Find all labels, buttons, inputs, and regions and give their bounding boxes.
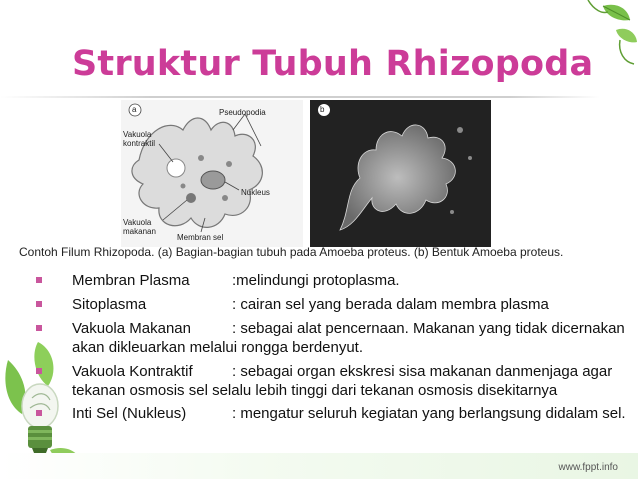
amoeba-diagram xyxy=(121,100,303,247)
amoeba-photo xyxy=(310,100,491,247)
panel-a-tag: a xyxy=(132,105,137,114)
bullet-icon xyxy=(36,410,42,416)
item-desc-continuation: akan dikleuarkan melalui rongga berdenyut. xyxy=(72,339,364,356)
list-item xyxy=(36,271,636,290)
list-item xyxy=(36,319,636,357)
membran-sel-label: Membran sel xyxy=(177,233,224,242)
bullet-icon xyxy=(36,301,42,307)
item-desc: : sebagai alat pencernaan. Makanan yang tidak dicernakan xyxy=(232,320,625,337)
item-term: Inti Sel (Nukleus) xyxy=(72,405,187,422)
vakuola-kontraktil-label: Vakuola kontraktil xyxy=(123,130,156,148)
item-desc: : mengatur seluruh kegiatan yang berlangsung didalam sel. xyxy=(232,405,626,422)
item-term: Membran Plasma xyxy=(72,272,190,289)
slide-title: Struktur Tubuh Rhizopoda xyxy=(72,44,594,84)
figure-caption: Contoh Filum Rhizopoda. (a) Bagian-bagian tubuh pada Amoeba proteus. (b) Bentuk Amoeba proteus. xyxy=(19,245,564,259)
list-item xyxy=(36,295,636,314)
pseudopodia-label: Pseudopodia xyxy=(219,108,266,117)
nukleus-label: Nukleus xyxy=(241,188,270,197)
bullet-icon xyxy=(36,368,42,374)
item-desc: : sebagai organ ekskresi sisa makanan danmenjaga agar xyxy=(232,363,613,380)
bullet-icon xyxy=(36,277,42,283)
title-divider xyxy=(0,96,600,98)
list-item xyxy=(36,362,636,400)
footer-band xyxy=(0,453,638,479)
item-desc: : cairan sel yang berada dalam membra plasma xyxy=(232,296,549,313)
vakuola-makanan-label: Vakuola makanan xyxy=(123,218,156,236)
bullet-icon xyxy=(36,325,42,331)
panel-b-tag: b xyxy=(320,105,325,114)
item-term: Vakuola Kontraktif xyxy=(72,363,193,380)
amoeba-photo-drawing xyxy=(310,100,491,247)
amoeba-figure xyxy=(121,100,491,247)
footer-url: www.fppt.info xyxy=(558,462,618,473)
item-term: Sitoplasma xyxy=(72,296,147,313)
item-term: Vakuola Makanan xyxy=(72,320,191,337)
list-item xyxy=(36,404,636,423)
item-desc: :melindungi protoplasma. xyxy=(232,272,400,289)
item-desc-continuation: tekanan osmosis sel selalu lebih tinggi dari tekanan osmosis disekitarnya xyxy=(72,382,558,399)
